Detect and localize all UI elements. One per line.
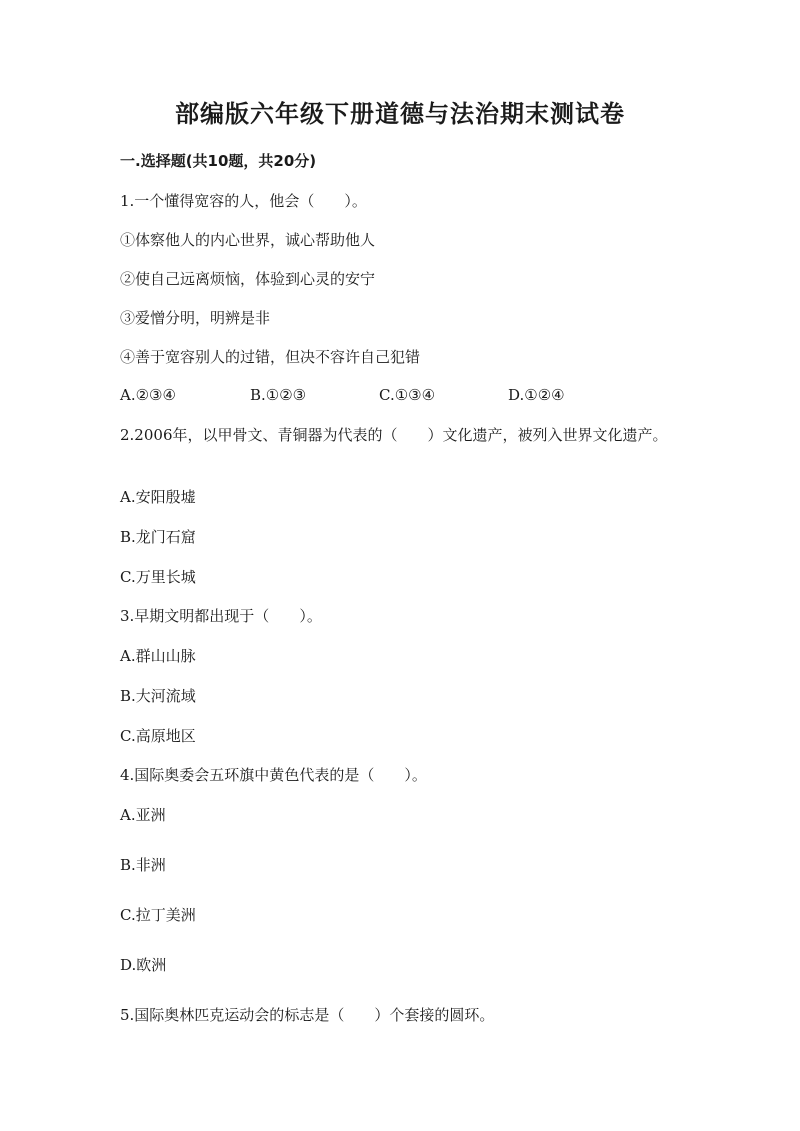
question-1-stem: 1.一个懂得宽容的人，他会（ ）。	[120, 192, 367, 210]
question-4-option-a: A.亚洲	[120, 806, 166, 824]
question-4-option-b: B.非洲	[120, 856, 166, 874]
question-1-option-b: B.①②③	[250, 386, 307, 404]
page-title: 部编版六年级下册道德与法治期末测试卷	[175, 99, 625, 128]
question-2-option-b: B.龙门石窟	[120, 528, 196, 546]
question-1-option-d: D.①②④	[508, 386, 565, 404]
question-1-item-3: ③爱憎分明，明辨是非	[120, 309, 271, 327]
question-3-option-b: B.大河流域	[120, 687, 196, 705]
question-4-option-d: D.欧洲	[120, 956, 167, 974]
question-4-stem: 4.国际奥委会五环旗中黄色代表的是（ ）。	[120, 766, 427, 784]
question-5-stem: 5.国际奥林匹克运动会的标志是（ ）个套接的圆环。	[120, 1006, 495, 1024]
section-heading: 一.选择题(共10题，共20分)	[120, 152, 317, 170]
question-3-option-a: A.群山山脉	[120, 647, 196, 665]
question-4-option-c: C.拉丁美洲	[120, 906, 196, 924]
question-2-stem: 2.2006年，以甲骨文、青铜器为代表的（ ）文化遗产，被列入世界文化遗产。	[120, 426, 668, 444]
question-3-stem: 3.早期文明都出现于（ ）。	[120, 607, 322, 625]
question-2-option-a: A.安阳殷墟	[120, 488, 196, 506]
question-1-item-2: ②使自己远离烦恼，体验到心灵的安宁	[120, 270, 376, 288]
question-1-option-a: A.②③④	[120, 386, 176, 404]
question-3-option-c: C.高原地区	[120, 727, 196, 745]
question-2-option-c: C.万里长城	[120, 568, 196, 586]
question-1-item-1: ①体察他人的内心世界，诚心帮助他人	[120, 231, 376, 249]
question-1-option-c: C.①③④	[379, 386, 436, 404]
question-1-item-4: ④善于宽容别人的过错，但决不容许自己犯错	[120, 348, 421, 366]
